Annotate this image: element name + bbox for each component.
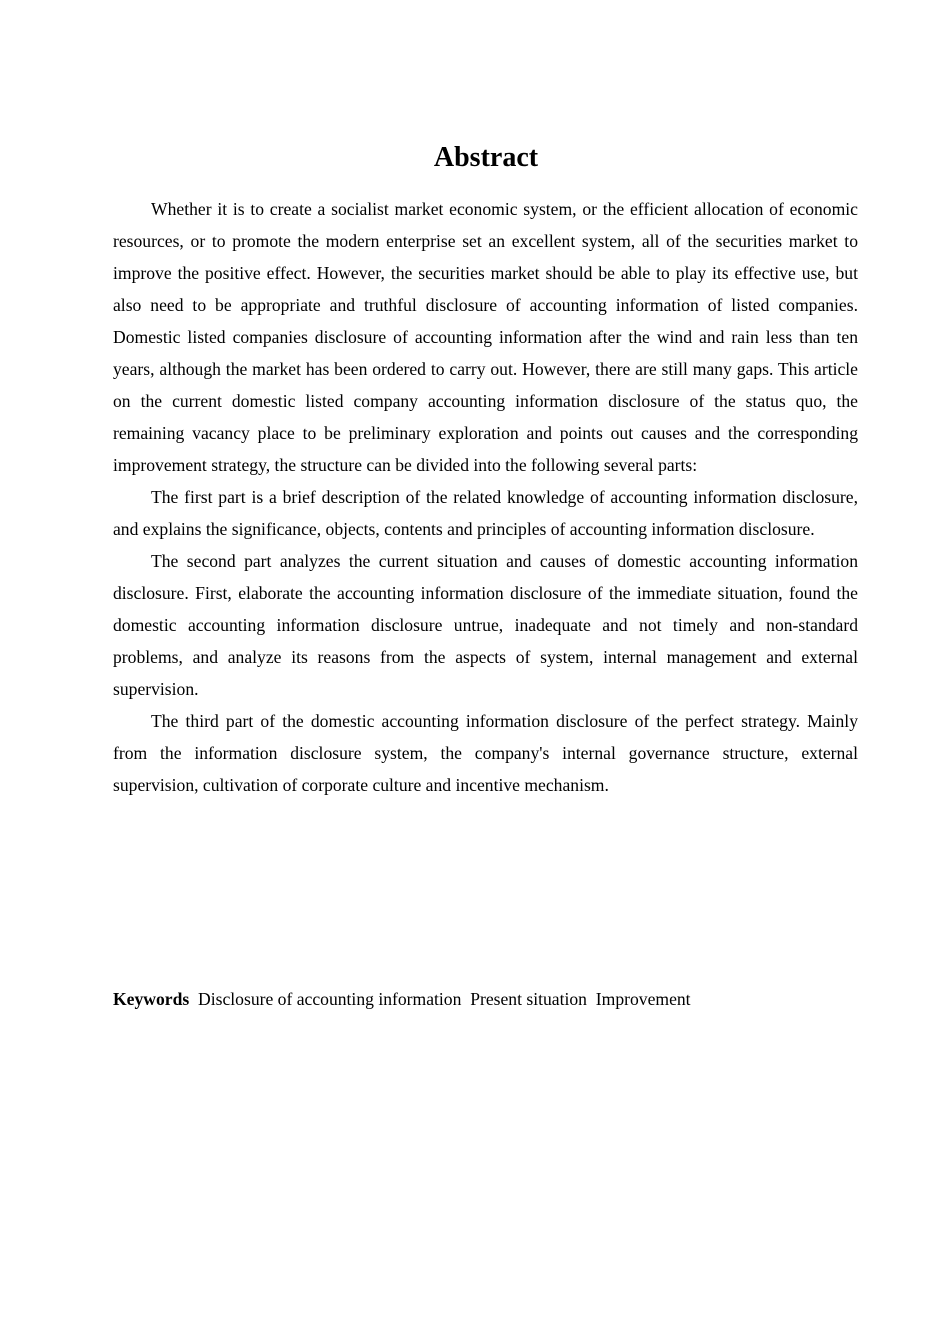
abstract-paragraph-3: The second part analyzes the current situation and causes of domestic accounting information disclosure. First, elaborate the accounting information disclosure of the immediate situation, found the domestic accounting information disclosure untrue, inadequate and not timely and non-standard problems, and analyze its reasons from the aspects of system, internal management and external supervision. — [113, 551, 858, 699]
abstract-body — [113, 193, 858, 801]
abstract-paragraph-1: Whether it is to create a socialist market economic system, or the efficient allocation of economic resources, or to promote the modern enterprise set an excellent system, all of the securities market to improve the positive effect. However, the securities market should be able to play its effective use, but also need to be appropriate and truthful disclosure of accounting information of listed companies. Domestic listed companies disclosure of accounting information after the wind and rain less than ten years, although the market has been ordered to carry out. However, there are still many gaps. This article on the current domestic listed company accounting information disclosure of the status quo, the remaining vacancy place to be preliminary exploration and points out causes and the corresponding improvement strategy, the structure can be divided into the following several parts: — [113, 199, 858, 475]
keyword-item: Disclosure of accounting information — [198, 989, 462, 1009]
keywords-label: Keywords — [113, 989, 190, 1009]
abstract-paragraph-2: The first part is a brief description of the related knowledge of accounting information disclosure, and explains the significance, objects, contents and principles of accounting information disclosure. — [113, 487, 858, 539]
abstract-paragraph-4: The third part of the domestic accounting information disclosure of the perfect strategy. Mainly from the information disclosure system, the company's internal governance structure, external supervision, cultivation of corporate culture and incentive mechanism. — [113, 711, 858, 795]
keywords-line — [113, 983, 858, 1015]
keyword-item: Present situation — [470, 989, 587, 1009]
abstract-title: Abstract — [433, 142, 539, 173]
keyword-item: Improvement — [595, 989, 691, 1009]
